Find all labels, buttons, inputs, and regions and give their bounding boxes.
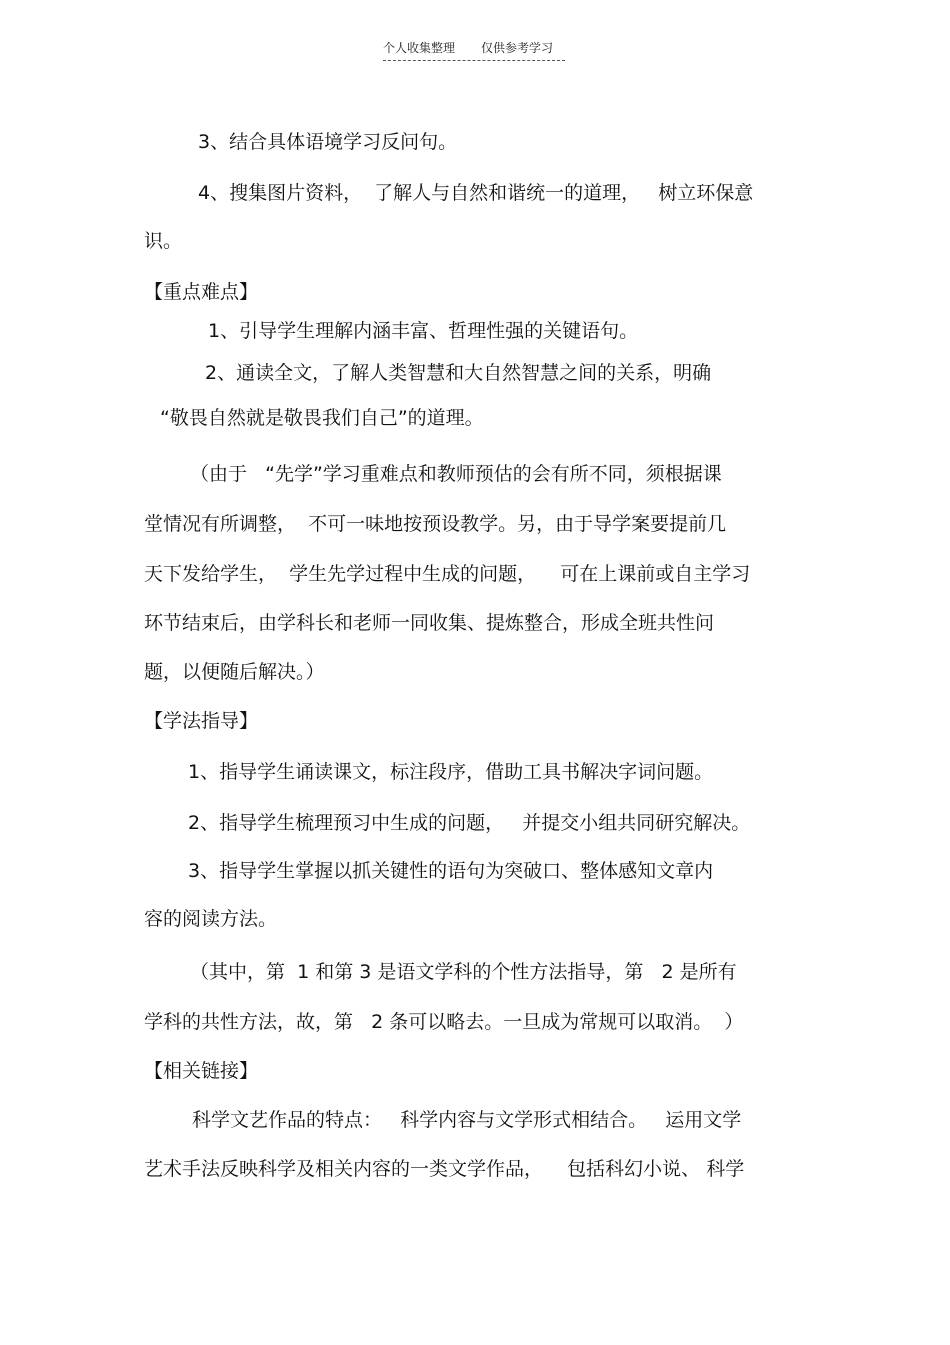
study-guide-3-continued: 容的阅读方法。 [144,908,278,930]
note-paragraph-line-4: 环节结束后，由学科长和老师一同收集、提炼整合，形成全班共性问 [144,612,715,634]
page-header [383,40,565,61]
objective-4: 4、搜集图片资料， 了解人与自然和谐统一的道理， 树立环保意 [198,182,754,204]
note-paragraph-line-5: 题，以便随后解决。） [144,661,325,683]
key-point-1: 1、引导学生理解内涵丰富、哲理性强的关键语句。 [208,320,639,342]
header-right-text: 仅供参考学习 [481,41,554,55]
key-point-2: 2、通读全文，了解人类智慧和大自然智慧之间的关系，明确 [205,362,712,384]
note-paragraph-line-3: 天下发给学生， 学生先学过程中生成的问题， 可在上课前或自主学习 [144,563,751,585]
study-guide-note-line-2: 学科的共性方法，故，第 2 条可以略去。一旦成为常规可以取消。 ） [144,1011,744,1033]
note-paragraph-line-2: 堂情况有所调整， 不可一味地按预设教学。另，由于导学案要提前几 [144,513,727,535]
related-links-line-2: 艺术手法反映科学及相关内容的一类文学作品， 包括科幻小说、 科学 [144,1158,745,1180]
study-guide-note-line-1: （其中，第 1 和第 3 是语文学科的个性方法指导，第 2 是所有 [190,961,737,983]
section-heading-related-links: 【相关链接】 [144,1060,259,1082]
section-heading-key-points: 【重点难点】 [144,281,259,303]
header-left-text: 个人收集整理 [383,41,456,55]
note-paragraph-line-1: （由于 “先学”学习重难点和教师预估的会有所不同，须根据课 [190,463,722,485]
key-point-2-continued: “敬畏自然就是敬畏我们自己”的道理。 [160,407,484,429]
objective-3: 3、结合具体语境学习反问句。 [198,131,458,153]
objective-4-continued: 识。 [144,230,183,252]
study-guide-1: 1、指导学生诵读课文，标注段序，借助工具书解决字词问题。 [188,761,714,783]
study-guide-2: 2、指导学生梳理预习中生成的问题， 并提交小组共同研究解决。 [188,812,751,834]
section-heading-study-guide: 【学法指导】 [144,710,259,732]
related-links-line-1: 科学文艺作品的特点： 科学内容与文学形式相结合。 运用文学 [192,1109,742,1131]
study-guide-3: 3、指导学生掌握以抓关键性的语句为突破口、整体感知文章内 [188,860,714,882]
